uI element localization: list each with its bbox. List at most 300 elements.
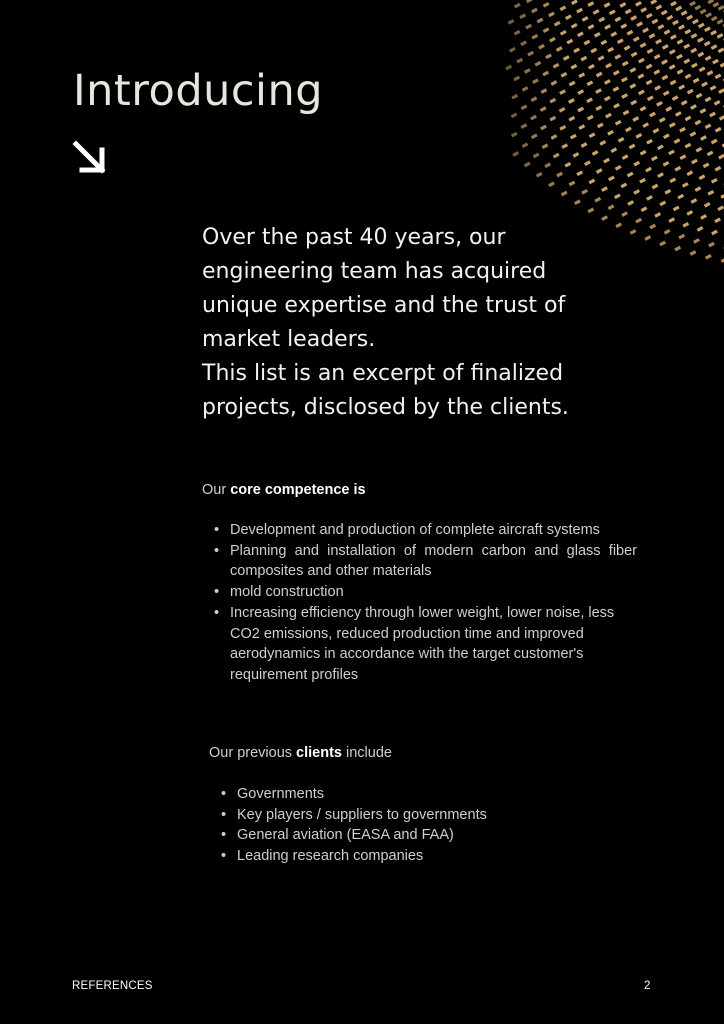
heading-prefix: Our — [202, 482, 231, 498]
pattern-dot — [536, 172, 543, 178]
pattern-dot — [640, 150, 647, 156]
pattern-dot — [581, 142, 588, 148]
pattern-dot — [559, 125, 566, 131]
pattern-dot — [633, 189, 640, 195]
pattern-dot — [700, 108, 707, 114]
bullet-icon: • — [214, 542, 220, 559]
pattern-dot — [646, 139, 653, 145]
pattern-dot — [645, 167, 652, 173]
pattern-dot — [696, 147, 703, 153]
pattern-dot — [707, 190, 714, 196]
pattern-dot — [708, 242, 715, 248]
pattern-dot — [592, 150, 599, 156]
pattern-dot — [707, 70, 714, 76]
pattern-dot — [685, 143, 692, 149]
pattern-dot — [683, 43, 690, 49]
pattern-dot — [588, 64, 595, 70]
list-item — [214, 582, 637, 603]
pattern-dot — [594, 197, 601, 203]
pattern-dot — [685, 73, 692, 79]
pattern-dot — [571, 0, 578, 5]
footer-section-label: REFERENCES — [72, 980, 153, 992]
pattern-dot — [709, 112, 716, 118]
pattern-dot — [678, 84, 685, 90]
pattern-dot — [569, 181, 576, 187]
arrow-down-right-icon — [72, 140, 108, 176]
bullet-icon: • — [214, 604, 220, 621]
pattern-dot — [630, 15, 637, 21]
pattern-dot — [720, 62, 724, 68]
pattern-dot — [710, 30, 717, 36]
pattern-dot — [544, 162, 551, 168]
pattern-dot — [705, 12, 712, 18]
pattern-dot — [691, 63, 698, 69]
pattern-dot — [690, 250, 697, 256]
pattern-dot — [564, 162, 571, 168]
pattern-dot — [677, 194, 684, 200]
pattern-dot — [677, 39, 684, 45]
pattern-dot — [674, 138, 681, 144]
pattern-dot — [559, 89, 566, 95]
pattern-dot — [521, 104, 528, 110]
pattern-dot — [666, 15, 673, 21]
competence-list — [214, 520, 637, 686]
pattern-dot — [672, 95, 679, 101]
pattern-dot — [668, 150, 675, 156]
pattern-dot — [632, 116, 639, 122]
pattern-dot — [717, 19, 724, 25]
pattern-dot — [576, 8, 583, 14]
pattern-dot — [669, 122, 676, 128]
pattern-dot — [670, 80, 677, 86]
pattern-dot — [683, 58, 690, 64]
pattern-dot — [543, 27, 550, 33]
pattern-dot — [549, 98, 556, 104]
pattern-dot — [531, 8, 538, 14]
pattern-dot — [640, 42, 647, 48]
pattern-dot — [560, 5, 567, 11]
pattern-dot — [705, 97, 712, 103]
pattern-dot — [663, 90, 670, 96]
pattern-dot — [608, 204, 615, 210]
pattern-dot — [621, 93, 628, 99]
pattern-dot — [614, 193, 621, 199]
pattern-dot — [604, 24, 611, 30]
pattern-dot — [511, 94, 518, 100]
pattern-dot — [542, 71, 549, 77]
pattern-dot — [682, 222, 689, 228]
pattern-dot — [699, 66, 706, 72]
pattern-dot — [605, 63, 612, 69]
pattern-dot — [559, 107, 566, 113]
list-item-text: Planning and installation of modern carbon and glass fiber composites and other materials — [230, 542, 637, 580]
pattern-dot — [655, 4, 662, 10]
core-competence-heading — [202, 480, 637, 500]
pattern-dot — [704, 26, 711, 32]
pattern-dot — [636, 21, 643, 27]
pattern-dot — [627, 30, 634, 36]
pattern-dot — [638, 58, 645, 64]
heading-prefix: Our previous — [209, 745, 297, 761]
pattern-dot — [605, 113, 612, 119]
pattern-dot — [714, 100, 721, 106]
pattern-dot — [654, 85, 661, 91]
bullet-icon: • — [214, 522, 220, 538]
pattern-dot — [621, 77, 628, 83]
pattern-dot — [680, 154, 687, 160]
pattern-dot — [520, 40, 527, 46]
pattern-dot — [618, 137, 625, 143]
list-item — [214, 520, 637, 541]
pattern-dot — [669, 64, 676, 70]
pattern-dot — [655, 39, 662, 45]
pattern-dot — [540, 106, 547, 112]
pattern-dot — [512, 151, 519, 157]
clients-section — [209, 743, 629, 867]
pattern-dot — [543, 2, 550, 8]
page-title: Introducing — [73, 66, 324, 116]
pattern-dot — [719, 115, 724, 121]
clients-list — [221, 784, 629, 867]
pattern-dot — [635, 133, 642, 139]
pattern-dot — [695, 120, 702, 126]
pattern-dot — [533, 153, 540, 159]
list-item — [221, 805, 629, 826]
pattern-dot — [647, 95, 654, 101]
pattern-dot — [633, 36, 640, 42]
pattern-dot — [689, 1, 696, 7]
pattern-dot — [624, 45, 631, 51]
pattern-dot — [663, 133, 670, 139]
pattern-dot — [659, 201, 666, 207]
pattern-dot — [674, 166, 681, 172]
pattern-dot — [620, 23, 627, 29]
pattern-dot — [526, 0, 533, 3]
pattern-dot — [589, 179, 596, 185]
pattern-dot — [640, 7, 647, 13]
list-item-text: Increasing efficiency through lower weight, lower noise, less CO2 emissions, reduced production time and improved aerodynamics in accordance with the target customer's requirement profiles — [230, 604, 615, 683]
pattern-dot — [516, 58, 523, 64]
pattern-dot — [622, 61, 629, 67]
pattern-dot — [681, 100, 688, 106]
pattern-dot — [664, 229, 671, 235]
pattern-dot — [650, 0, 657, 5]
pattern-dot — [701, 81, 708, 87]
pattern-dot — [695, 186, 702, 192]
pattern-dot — [508, 19, 515, 25]
pattern-dot — [590, 48, 597, 54]
pattern-dot — [721, 257, 724, 263]
list-item — [214, 603, 637, 686]
pattern-dot — [569, 81, 576, 87]
pattern-dot — [568, 116, 575, 122]
pattern-dot — [548, 12, 555, 18]
pattern-dot — [635, 1, 642, 7]
pattern-dot — [593, 9, 600, 15]
pattern-dot — [604, 2, 611, 8]
pattern-dot — [642, 122, 649, 128]
bullet-icon: • — [221, 848, 227, 865]
pattern-dot — [573, 152, 580, 158]
pattern-dot — [553, 63, 560, 69]
pattern-dot — [598, 17, 605, 23]
pattern-dot — [720, 193, 724, 199]
pattern-dot — [693, 238, 700, 244]
pattern-dot — [627, 200, 634, 206]
pattern-dot — [678, 234, 685, 240]
pattern-dot — [607, 47, 614, 53]
pattern-dot — [594, 32, 601, 38]
intro-line: unique expertise and the trust of — [202, 293, 566, 318]
pattern-dot — [714, 217, 721, 223]
intro-line: This list is an excerpt of finalized — [202, 361, 564, 386]
pattern-dot — [556, 46, 563, 52]
pattern-dot — [607, 130, 614, 136]
pattern-dot — [662, 44, 669, 50]
pattern-dot — [622, 154, 629, 160]
pattern-dot — [596, 168, 603, 174]
pattern-dot — [654, 212, 661, 218]
pattern-dot — [640, 106, 647, 112]
pattern-dot — [646, 79, 653, 85]
pattern-dot — [551, 134, 558, 140]
pattern-dot — [587, 1, 594, 7]
pattern-dot — [693, 78, 700, 84]
pattern-dot — [608, 176, 615, 182]
pattern-dot — [713, 2, 720, 8]
pattern-dot — [549, 37, 556, 43]
heading-bold: clients — [296, 745, 342, 761]
pattern-dot — [718, 154, 724, 160]
pattern-dot — [700, 214, 707, 220]
pattern-dot — [545, 53, 552, 59]
list-item-text: Leading research companies — [237, 848, 424, 865]
pattern-dot — [595, 88, 602, 94]
pattern-dot — [587, 208, 594, 214]
list-item-text: General aviation (EASA and FAA) — [237, 827, 454, 844]
pattern-dot — [604, 96, 611, 102]
pattern-dot — [668, 217, 675, 223]
pattern-dot — [513, 76, 520, 82]
pattern-dot — [582, 16, 589, 22]
pattern-dot — [690, 131, 697, 137]
pattern-dot — [686, 15, 693, 21]
pattern-dot — [670, 34, 677, 40]
pattern-dot — [621, 211, 628, 217]
pattern-dot — [703, 162, 710, 168]
pattern-dot — [653, 69, 660, 75]
pattern-dot — [681, 10, 688, 16]
pattern-dot — [639, 178, 646, 184]
pattern-dot — [542, 143, 549, 149]
pattern-dot — [675, 6, 682, 12]
pattern-dot — [652, 19, 659, 25]
pattern-dot — [687, 89, 694, 95]
pattern-dot — [553, 153, 560, 159]
bullet-icon: • — [214, 584, 220, 601]
pattern-dot — [718, 47, 724, 53]
pattern-dot — [715, 166, 722, 172]
pattern-dot — [659, 241, 666, 247]
intro-line: Over the past 40 years, our — [202, 225, 506, 250]
pattern-dot — [691, 159, 698, 165]
pattern-dot — [686, 170, 693, 176]
pattern-dot — [514, 3, 521, 9]
pattern-dot — [524, 68, 531, 74]
pattern-dot — [715, 73, 722, 79]
pattern-dot — [614, 54, 621, 60]
pattern-dot — [646, 13, 653, 19]
pattern-dot — [587, 115, 594, 121]
pattern-dot — [707, 151, 714, 157]
pattern-dot — [537, 18, 544, 24]
pattern-dot — [578, 72, 585, 78]
pattern-dot — [598, 55, 605, 61]
pattern-dot — [700, 135, 707, 141]
pattern-dot — [524, 162, 531, 168]
pattern-dot — [535, 61, 542, 67]
pattern-dot — [718, 5, 724, 11]
pattern-dot — [617, 38, 624, 44]
pattern-dot — [609, 9, 616, 15]
pattern-dot — [665, 106, 672, 112]
pattern-dot — [629, 144, 636, 150]
pattern-dot — [530, 115, 537, 121]
pattern-dot — [664, 189, 671, 195]
list-item — [221, 784, 629, 805]
pattern-dot — [615, 165, 622, 171]
pattern-dot — [522, 86, 529, 92]
pattern-dot — [596, 72, 603, 78]
pattern-dot — [672, 20, 679, 26]
pattern-dot — [679, 127, 686, 133]
pattern-dot — [690, 48, 697, 54]
pattern-dot — [620, 2, 627, 8]
pattern-dot — [620, 183, 627, 189]
core-competence-section — [202, 480, 637, 686]
pattern-dot — [580, 56, 587, 62]
pattern-dot — [538, 44, 545, 50]
pattern-dot — [566, 39, 573, 45]
pattern-dot — [638, 90, 645, 96]
pattern-dot — [525, 24, 532, 30]
pattern-dot — [670, 1, 677, 7]
pattern-dot — [642, 27, 649, 33]
pattern-dot — [711, 178, 718, 184]
pattern-dot — [651, 156, 658, 162]
pattern-dot — [705, 55, 712, 61]
pattern-dot — [531, 133, 538, 139]
pattern-dot — [691, 198, 698, 204]
pattern-dot — [715, 127, 722, 133]
pattern-dot — [625, 9, 632, 15]
pattern-dot — [704, 41, 711, 47]
pattern-dot — [603, 158, 610, 164]
pattern-dot — [571, 64, 578, 70]
pattern-dot — [704, 202, 711, 208]
pattern-dot — [657, 144, 664, 150]
pattern-dot — [682, 182, 689, 188]
pattern-dot — [696, 93, 703, 99]
pattern-dot — [601, 186, 608, 192]
pattern-dot — [658, 24, 665, 30]
pattern-dot — [577, 31, 584, 37]
pattern-dot — [584, 160, 591, 166]
pattern-dot — [519, 13, 526, 19]
pattern-dot — [711, 139, 718, 145]
pattern-dot — [646, 195, 653, 201]
pattern-dot — [613, 70, 620, 76]
pattern-dot — [712, 59, 719, 65]
pattern-dot — [711, 16, 718, 22]
intro-line: market leaders. — [202, 327, 376, 352]
pattern-dot — [578, 124, 585, 130]
pattern-dot — [573, 47, 580, 53]
pattern-dot — [646, 64, 653, 70]
bullet-icon: • — [221, 806, 227, 823]
pattern-dot — [711, 230, 718, 236]
pattern-dot — [629, 83, 636, 89]
pattern-dot — [563, 55, 570, 61]
pattern-dot — [615, 16, 622, 22]
pattern-dot — [531, 34, 538, 40]
pattern-dot — [657, 172, 664, 178]
pattern-dot — [581, 189, 588, 195]
pattern-dot — [588, 24, 595, 30]
pattern-dot — [676, 54, 683, 60]
pattern-dot — [561, 191, 568, 197]
pattern-dot — [604, 79, 611, 85]
pattern-dot — [697, 226, 704, 232]
pattern-dot — [565, 14, 572, 20]
pattern-dot — [586, 97, 593, 103]
pattern-dot — [675, 111, 682, 117]
pattern-dot — [641, 206, 648, 212]
pattern-dot — [613, 103, 620, 109]
heading-bold: core competence is — [230, 482, 366, 498]
pattern-dot — [663, 161, 670, 167]
page-number: 2 — [644, 980, 651, 992]
pattern-dot — [541, 88, 548, 94]
pattern-dot — [522, 142, 529, 148]
pattern-dot — [589, 132, 596, 138]
pattern-dot — [571, 23, 578, 29]
pattern-dot — [631, 52, 638, 58]
pattern-dot — [511, 132, 518, 138]
pattern-dot — [554, 21, 561, 27]
pattern-dot — [698, 23, 705, 29]
pattern-dot — [649, 112, 656, 118]
pattern-dot — [505, 65, 512, 71]
intro-paragraph — [202, 221, 642, 425]
pattern-dot — [630, 100, 637, 106]
pattern-dot — [653, 128, 660, 134]
pattern-dot — [551, 80, 558, 86]
pattern-dot — [700, 9, 707, 15]
pattern-dot — [584, 40, 591, 46]
pattern-dot — [674, 246, 681, 252]
pattern-dot — [661, 59, 668, 65]
pattern-dot — [532, 78, 539, 84]
pattern-dot — [613, 86, 620, 92]
pattern-dot — [560, 30, 567, 36]
pattern-dot — [638, 73, 645, 79]
pattern-dot — [600, 40, 607, 46]
pattern-dot — [561, 72, 568, 78]
pattern-dot — [656, 101, 663, 107]
list-item-text: Governments — [237, 786, 325, 802]
pattern-dot — [577, 89, 584, 95]
